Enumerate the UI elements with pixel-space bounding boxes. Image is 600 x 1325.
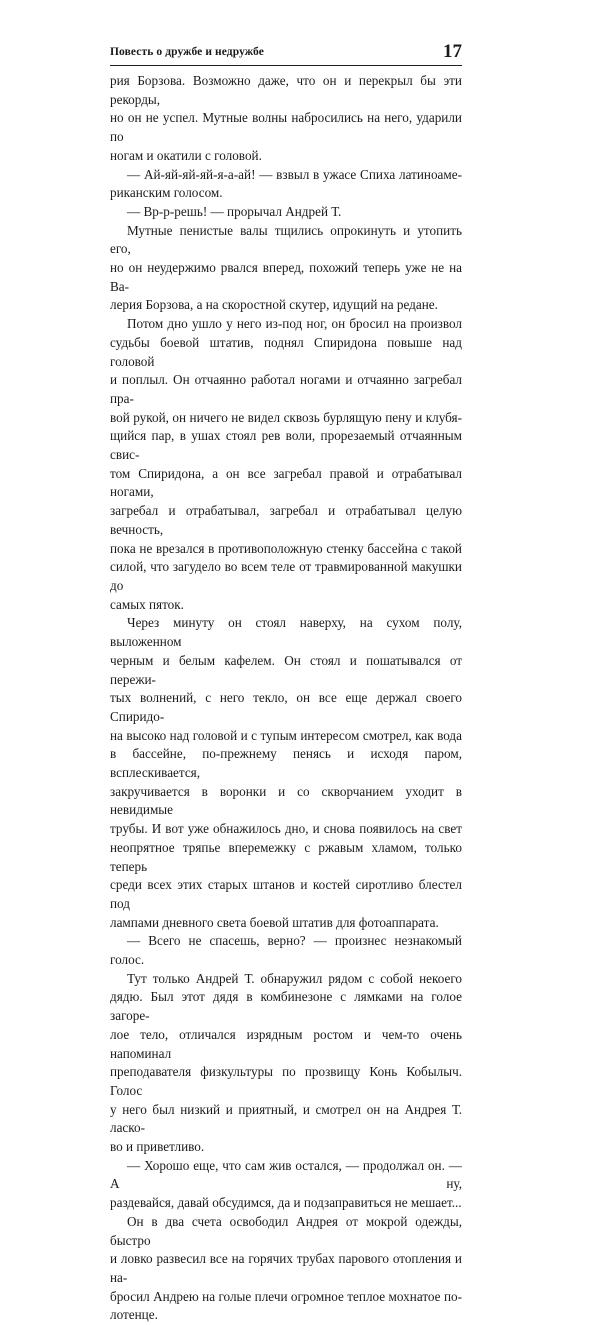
text-line: но он не успел. Мутные волны набросились на него, ударили по xyxy=(110,110,462,145)
text-line: — Хорошо еще, что сам жив остался, — продолжал он. — А ну, xyxy=(110,1157,462,1192)
text-line: и ловко развесил все на горячих трубах парового отопления и на- xyxy=(110,1251,462,1285)
text-line: в бассейне, по-прежнему пенясь и исходя паром, всплескивается, xyxy=(110,746,462,781)
text-line: преподавателя физкультуры по прозвищу Конь Кобылыч. Голос xyxy=(110,1064,462,1098)
body-text xyxy=(110,72,462,1325)
text-line: Потом дно ушло у него из-под ног, он бросил на произвол xyxy=(127,316,462,332)
text-line: на высоко над головой и с тупым интересом смотрел, как вода xyxy=(110,727,462,743)
text-line: тых волнений, с него текло, он все еще держал своего Спиридо- xyxy=(110,690,462,724)
text-line: том Спиридона, а он все загребал правой и отрабатывал ногами, xyxy=(110,465,462,500)
text-line: закручивается в воронки и со скворчанием уходит в невидимые xyxy=(110,783,462,818)
text-line: но он неудержимо рвался вперед, похожий теперь уже не на Ва- xyxy=(110,260,462,294)
text-line: щийся пар, в ушах стоял рев воли, прорезаемый отчаянным свис- xyxy=(110,428,462,463)
text-line: Он в два счета освободил Андрея от мокрой одежды, быстро xyxy=(110,1213,462,1248)
text-line: вой рукой, он ничего не видел сквозь бурлящую пену и клубя- xyxy=(110,409,462,425)
text-line: самых пяток. xyxy=(110,596,184,612)
text-line: раздевайся, давай обсудимся, да и подзаправиться не мешает... xyxy=(110,1195,462,1211)
text-line: лотенце. xyxy=(110,1307,158,1323)
text-line: — Ай-яй-яй-яй-я-а-ай! — взвыл в ужасе Спиха латиноаме- xyxy=(127,166,462,182)
text-line: рия Борзова. Возможно даже, что он и перекрыл бы эти рекорды, xyxy=(110,73,462,107)
text-line: риканским голосом. xyxy=(110,185,223,201)
page-number: 17 xyxy=(443,41,462,62)
text-line: трубы. И вот уже обнажилось дно, и снова появилось на свет xyxy=(110,821,462,837)
text-line: лое тело, отличался изрядным ростом и чем-то очень напоминал xyxy=(110,1026,462,1061)
running-title: Повесть о дружбе и недружбе xyxy=(110,46,264,58)
text-line: силой, что загудело во всем теле от травмированной макушки до xyxy=(110,559,462,593)
text-line: среди всех этих старых штанов и костей сиротливо блестел под xyxy=(110,877,462,911)
text-line: судьбы боевой штатив, поднял Спиридона повыше над головой xyxy=(110,334,462,369)
text-line: пока не врезался в противоположную стенку бассейна с такой xyxy=(110,540,462,556)
text-line: у него был низкий и приятный, и смотрел он на Андрея Т. ласко- xyxy=(110,1101,462,1136)
text-line: черным и белым кафелем. Он стоял и пошатывался от пережи- xyxy=(110,652,462,687)
text-line: лерия Борзова, а на скоростной скутер, идущий на редане. xyxy=(110,297,438,313)
text-line: неопрятное тряпье вперемежку с ржавым хламом, только теперь xyxy=(110,839,462,874)
text-line: Мутные пенистые валы тщились опрокинуть и утопить его, xyxy=(110,222,462,257)
text-line: дядю. Был этот дядя в комбинезоне с лямками на голое загоре- xyxy=(110,989,462,1024)
text-line: Через минуту он стоял наверху, на сухом полу, выложенном xyxy=(110,615,462,650)
text-line: — Вр-р-решь! — прорычал Андрей Т. xyxy=(127,203,342,219)
text-line: — Всего не спасешь, верно? — произнес незнакомый голос. xyxy=(110,933,462,968)
running-header xyxy=(110,41,462,66)
text-line: ногам и окатили с головой. xyxy=(110,147,262,163)
text-line: во и приветливо. xyxy=(110,1139,205,1155)
text-line: и поплыл. Он отчаянно работал ногами и отчаянно загребал пра- xyxy=(110,372,462,406)
text-line: Тут только Андрей Т. обнаружил рядом с собой некоего xyxy=(127,970,462,986)
text-line: лампами дневного света боевой штатив для фотоаппарата. xyxy=(110,914,439,930)
text-line: бросил Андрею на голые плечи огромное теплое мохнатое по- xyxy=(110,1288,462,1304)
text-line: загребал и отрабатывал, загребал и отрабатывал целую вечность, xyxy=(110,503,462,537)
